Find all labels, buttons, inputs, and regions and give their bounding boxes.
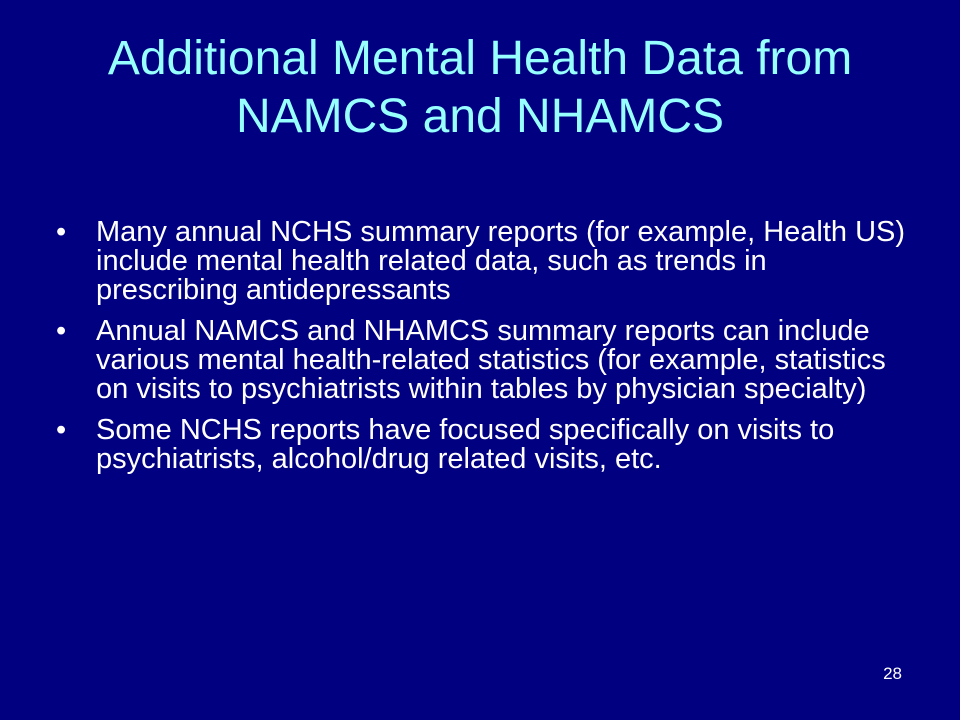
bullet-list	[56, 218, 916, 486]
bullet-item	[56, 218, 916, 305]
bullet-item	[56, 317, 916, 404]
bullet-icon: •	[56, 315, 67, 347]
bullet-text: Many annual NCHS summary reports (for example, Health US) include mental health related data, such as trends in prescribing antidepressants	[96, 216, 906, 306]
bullet-item	[56, 416, 916, 474]
bullet-icon: •	[56, 216, 67, 248]
slide-title: Additional Mental Health Data from NAMCS and NHAMCS	[107, 32, 853, 143]
bullet-text: Some NCHS reports have focused specifically on visits to psychiatrists, alcohol/drug related visits, etc.	[96, 414, 835, 475]
bullet-text: Annual NAMCS and NHAMCS summary reports can include various mental health-related statistics (for example, statistics on visits to psychiatrists within tables by physician specialty)	[96, 315, 886, 405]
bullet-icon: •	[56, 414, 67, 446]
slide-number: 28	[883, 664, 902, 683]
